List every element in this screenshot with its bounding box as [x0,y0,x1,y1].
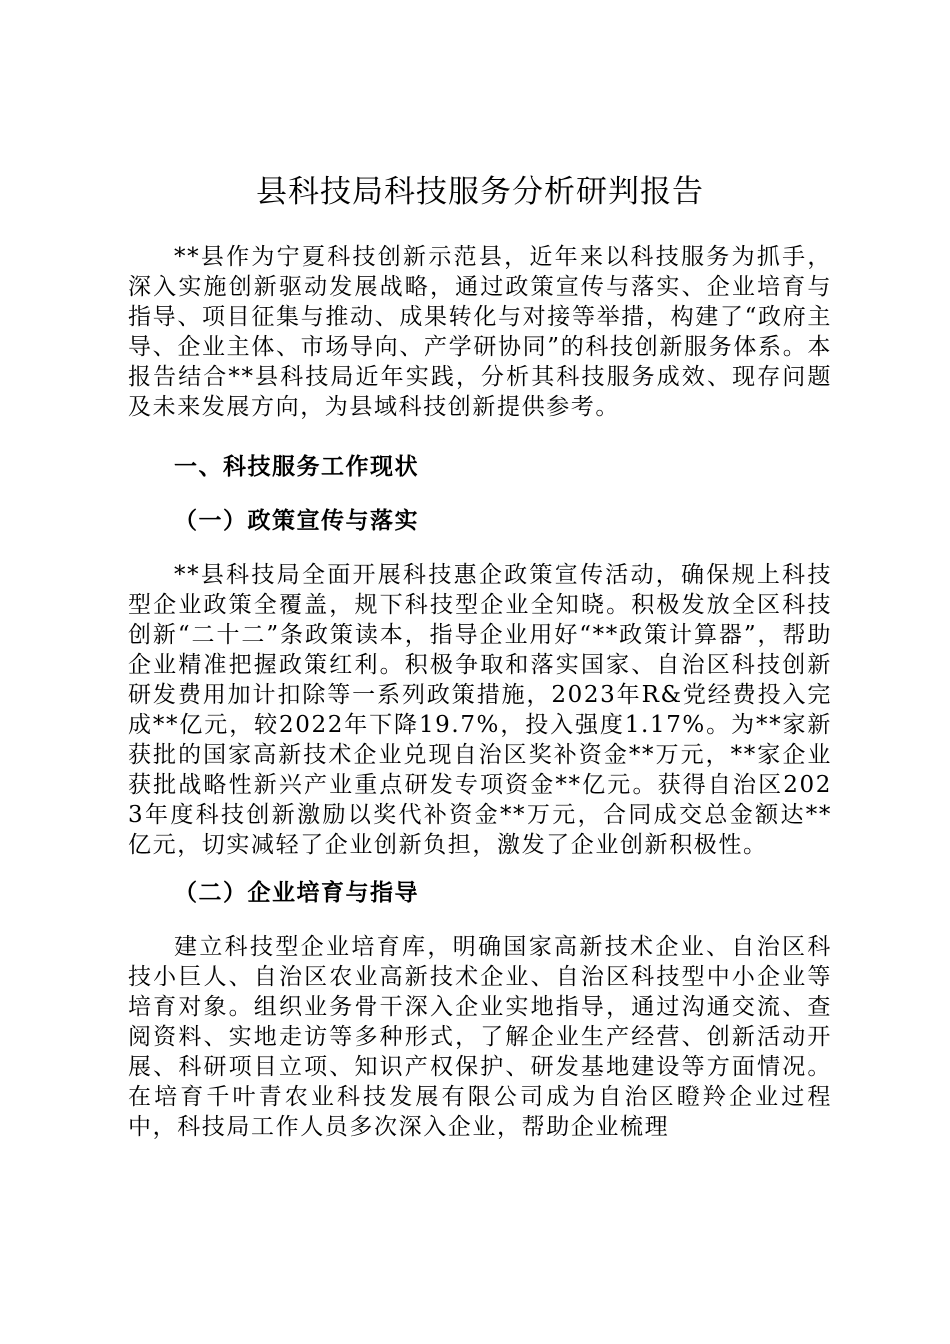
document-title: 县科技局科技服务分析研判报告 [256,174,704,210]
policy-paragraph: **县科技局全面开展科技惠企政策宣传活动，确保规上科技型企业政策全覆盖，规下科技型企业全知晓。积极发放全区科技创新“二十二”条政策读本，指导企业用好“**政策计算器”，帮助企业精准把握政策红利。积极争取和落实国家、自治区科技创新研发费用加计扣除等一系列政策措施，2023年R&党经费投入完成**亿元，较2022年下降19.7%，投入强度1.17%。为**家新获批的国家高新技术企业兑现自治区奖补资金**万元，**家企业获批战略性新兴产业重点研发专项资金**亿元。获得自治区2023年度科技创新激励以奖代补资金**万元，合同成交总金额达**亿元，切实减轻了企业创新负担，激发了企业创新积极性。 [128,562,832,858]
subsection-heading-policy: （一）政策宣传与落实 [174,508,419,534]
enterprise-paragraph: 建立科技型企业培育库，明确国家高新技术企业、自治区科技小巨人、自治区农业高新技术企业、自治区科技型中小企业等培育对象。组织业务骨干深入企业实地指导，通过沟通交流、查阅资料、实地走访等多种形式，了解企业生产经营、创新活动开展、科研项目立项、知识产权保护、研发基地建设等方面情况。在培育千叶青农业科技发展有限公司成为自治区瞪羚企业过程中，科技局工作人员多次深入企业，帮助企业梳理 [128,934,832,1140]
section-heading-1: 一、科技服务工作现状 [174,454,419,480]
intro-paragraph: **县作为宁夏科技创新示范县，近年来以科技服务为抓手，深入实施创新驱动发展战略，通过政策宣传与落实、企业培育与指导、项目征集与推动、成果转化与对接等举措，构建了“政府主导、企业主体、市场导向、产学研协同”的科技创新服务体系。本报告结合**县科技局近年实践，分析其科技服务成效、现存问题及未来发展方向，为县域科技创新提供参考。 [128,244,832,420]
subsection-heading-enterprise: （二）企业培育与指导 [174,880,419,906]
document-page [128,160,832,1142]
